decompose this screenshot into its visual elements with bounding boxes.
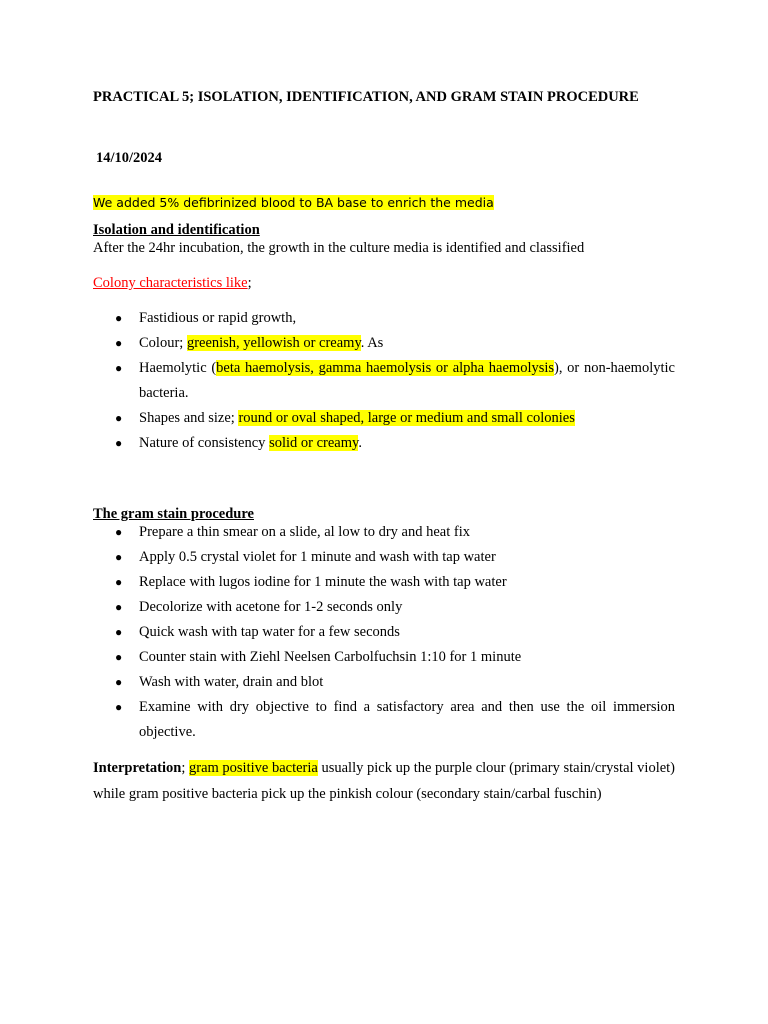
bullet-icon: ● <box>115 411 123 425</box>
list-item <box>93 545 675 570</box>
colony-characteristics-list <box>93 306 675 456</box>
step-text: Wash with water, drain and blot <box>139 674 324 690</box>
bullet-icon: ● <box>115 575 123 589</box>
colony-heading-suffix: ; <box>247 275 252 291</box>
bullet-icon: ● <box>115 361 123 375</box>
list-item <box>93 520 675 545</box>
page-title: PRACTICAL 5; ISOLATION, IDENTIFICATION, AND GRAM STAIN PROCEDURE <box>93 89 639 105</box>
interpretation-highlight: gram positive bacteria <box>189 760 318 776</box>
item-text: Nature of consistency <box>139 435 270 451</box>
item-text-end: . As <box>360 335 384 351</box>
bullet-icon: ● <box>115 675 123 689</box>
list-item <box>93 356 675 406</box>
step-text: Prepare a thin smear on a slide, al low to dry and heat fix <box>139 524 470 540</box>
list-item <box>93 595 675 620</box>
step-text: Counter stain with Ziehl Neelsen Carbolfuchsin 1:10 for 1 minute <box>139 649 522 665</box>
item-text: Shapes and size; <box>139 410 239 426</box>
colony-heading <box>93 274 252 293</box>
list-item <box>93 620 675 645</box>
bullet-icon: ● <box>115 525 123 539</box>
list-item <box>93 331 675 356</box>
list-item <box>93 306 675 331</box>
list-item <box>93 645 675 670</box>
interpretation-sep: ; <box>181 760 189 776</box>
bullet-icon: ● <box>115 650 123 664</box>
list-item <box>93 695 675 745</box>
gram-stain-steps <box>93 520 675 745</box>
bullet-icon: ● <box>115 600 123 614</box>
list-item <box>93 570 675 595</box>
bullet-icon: ● <box>115 436 123 450</box>
step-text: Apply 0.5 crystal violet for 1 minute and wash with tap water <box>139 549 496 565</box>
note-text: We added 5% defibrinized blood to BA base to enrich the media <box>93 195 494 210</box>
item-text-end: ), or non-haemolytic bacteria. <box>139 360 675 401</box>
interpretation-label: Interpretation <box>93 760 182 776</box>
item-highlight: solid or creamy <box>269 435 359 451</box>
bullet-icon: ● <box>115 625 123 639</box>
interpretation-text: usually pick up the purple clour (primary stain/crystal violet) while gram positive bacteria pick up the pinkish colour (secondary stain/carbal fuschin) <box>93 760 676 802</box>
isolation-heading: Isolation and identification <box>93 222 260 238</box>
item-highlight: round or oval shaped, large or medium and small colonies <box>238 410 575 426</box>
bullet-icon: ● <box>115 311 123 325</box>
item-highlight: greenish, yellowish or creamy <box>186 335 361 351</box>
isolation-text: After the 24hr incubation, the growth in the culture media is identified and classified <box>93 240 585 256</box>
step-text: Quick wash with tap water for a few seconds <box>139 624 400 640</box>
item-text: Haemolytic ( <box>139 360 217 376</box>
colony-heading-text: Colony characteristics like <box>93 275 248 291</box>
list-item <box>93 670 675 695</box>
bullet-icon: ● <box>115 700 123 714</box>
list-item <box>93 431 675 456</box>
item-text: Colour; <box>139 335 187 351</box>
bullet-icon: ● <box>115 336 123 350</box>
interpretation-paragraph <box>93 756 675 807</box>
document-date: 14/10/2024 <box>96 150 163 166</box>
item-text: Fastidious or rapid growth, <box>139 310 297 326</box>
highlighted-note <box>93 194 494 211</box>
bullet-icon: ● <box>115 550 123 564</box>
item-text-end: . <box>358 435 362 451</box>
list-item <box>93 406 675 431</box>
step-text: Decolorize with acetone for 1-2 seconds only <box>139 599 403 615</box>
document-page <box>93 0 675 1024</box>
step-text: Replace with lugos iodine for 1 minute the wash with tap water <box>139 574 507 590</box>
item-highlight: beta haemolysis, gamma haemolysis or alpha haemolysis <box>216 360 555 376</box>
gram-stain-heading: The gram stain procedure <box>93 506 254 522</box>
step-text: Examine with dry objective to find a satisfactory area and then use the oil immersion objective. <box>139 699 675 740</box>
